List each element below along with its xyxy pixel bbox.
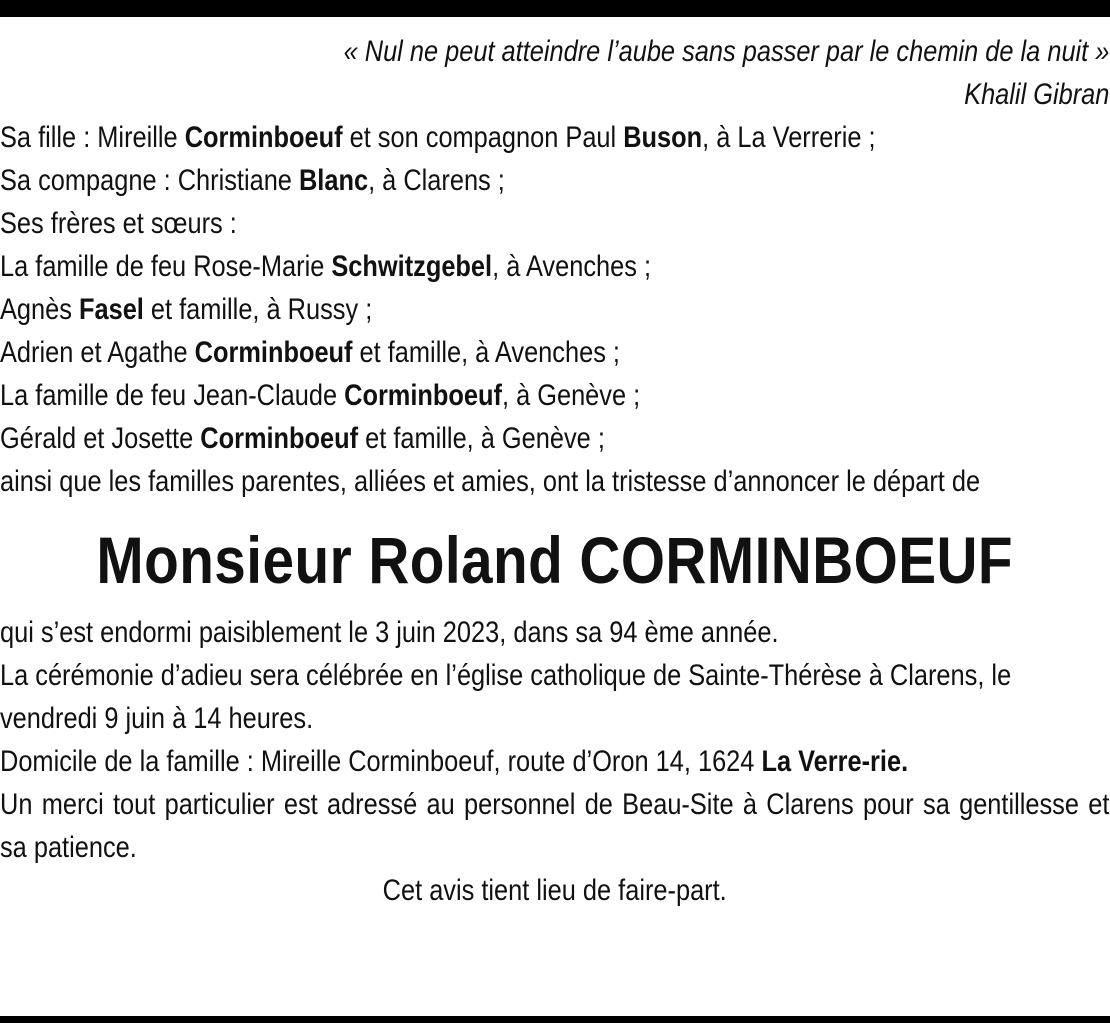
- top-rule: [0, 0, 1110, 17]
- quote-author: Khalil Gibran: [964, 78, 1110, 111]
- family-line-daughter: Sa fille : Mireille Corminboeuf et son compagnon Paul Buson, à La Verrerie ;: [0, 121, 876, 154]
- quote-text: « Nul ne peut atteindre l’aube sans passer par le chemin de la nuit »: [343, 35, 1110, 68]
- death-details: qui s’est endormi paisiblement le 3 juin 2023, dans sa 94 ème année.: [0, 616, 779, 649]
- closing-text: Cet avis tient lieu de faire-part.: [382, 874, 727, 907]
- family-address: Domicile de la famille : Mireille Corminboeuf, route d’Oron 14, 1624 La Verre-rie.: [0, 745, 909, 778]
- family-line-sibling: La famille de feu Rose-Marie Schwitzgebel, à Avenches ;: [0, 250, 652, 283]
- bottom-rule: [0, 1016, 1110, 1023]
- notice-content: [0, 30, 1109, 912]
- ceremony-details: La cérémonie d’adieu sera célébrée en l’église catholique de Sainte-Thérèse à Clarens, le vendredi 9 juin à 14 heures.: [0, 659, 1012, 735]
- family-line-siblings-heading: Ses frères et sœurs :: [0, 207, 237, 240]
- family-line-sibling: Agnès Fasel et famille, à Russy ;: [0, 293, 373, 326]
- announcement-text: ainsi que les familles parentes, alliées et amies, ont la tristesse d’annoncer le départ de: [0, 465, 981, 498]
- family-line-partner: Sa compagne : Christiane Blanc, à Clarens ;: [0, 164, 505, 197]
- deceased-name: Monsieur Roland CORMINBOEUF: [96, 523, 1013, 597]
- family-line-sibling: La famille de feu Jean-Claude Corminboeuf, à Genève ;: [0, 379, 641, 412]
- family-line-sibling: Adrien et Agathe Corminboeuf et famille, à Avenches ;: [0, 336, 620, 369]
- thanks-text: Un merci tout particulier est adressé au personnel de Beau-Site à Clarens pour sa gentillesse et sa patience.: [0, 788, 1110, 864]
- family-line-sibling: Gérald et Josette Corminboeuf et famille, à Genève ;: [0, 422, 605, 455]
